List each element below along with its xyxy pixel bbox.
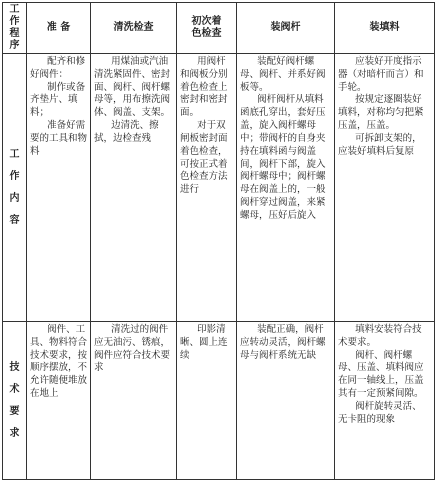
cell-work-clean: 用煤油或汽油清洗紧固件、密封面、阀杆、阀杆螺母等，用布擦洗阀体、阀盖、支架。 边清洗、擦拭，边检查残 bbox=[91, 54, 177, 322]
header-prep: 准 备 bbox=[27, 3, 91, 54]
cell-work-inspect: 用阀杆和阀板分别着色检查上密封和密封面。 对于双闸板密封面着色检查，可按正式着色检查方法进行 bbox=[177, 54, 237, 322]
cell-work-prep: 配齐和修好阀件： 制作或备齐垫片、填料； 准备好需要的工具和物料 bbox=[27, 54, 91, 322]
cell-req-prep: 阀件、工具、物料符合技术要求，按顺序摆放，不允许随便堆放在地上 bbox=[27, 322, 91, 480]
row-label-work-content: 工作内容 bbox=[3, 54, 27, 322]
cell-req-clean: 清洗过的阀件应无油污、锈痕，阀件应符合技术要求 bbox=[91, 322, 177, 480]
cell-work-packing: 应装好开度指示器（对暗杆而言）和手轮。 按规定逐圈装好填料，对称均匀把紧压盖，压盖。 可拆卸支架的，应装好填料后复原 bbox=[335, 54, 435, 322]
cell-work-valve: 装配好阀杆螺母、阀杆、并系好阀板等。 阀杆阀杆从填料函底孔穿出，套好压盖，旋入阀杆螺母中；带阀杆的自身夹持在填料函与阀盖间，阀杆下部，旋入阀杆螺母中；阀杆螺母在阀盖上的，一般阀杆穿过阀盖，来紧螺母，压好后旋入 bbox=[237, 54, 335, 322]
cell-req-packing: 填料安装符合技术要求。 阀杆、阀杆螺母、压盖、填料阀应在同一轴线上，压盖其有一定预紧间隙。 阀杆旋转灵活、无卡阻的现象 bbox=[335, 322, 435, 480]
cell-req-inspect: 印影清晰、圆上连续 bbox=[177, 322, 237, 480]
header-stage: 工作 程序 bbox=[3, 3, 27, 54]
header-valve: 装阀杆 bbox=[237, 3, 335, 54]
table-row-work-content bbox=[3, 54, 435, 322]
cell-req-valve: 装配正确，阀杆应转动灵活，阀杆螺母与阀杆系统无缺 bbox=[237, 322, 335, 480]
assembly-procedure-table bbox=[2, 2, 435, 480]
header-inspect: 初次着 色检查 bbox=[177, 3, 237, 54]
header-packing: 装填料 bbox=[335, 3, 435, 54]
table-row-tech-requirements bbox=[3, 322, 435, 480]
header-row bbox=[3, 3, 435, 54]
header-clean: 清洗检查 bbox=[91, 3, 177, 54]
row-label-tech-requirements: 技术要求 bbox=[3, 322, 27, 480]
